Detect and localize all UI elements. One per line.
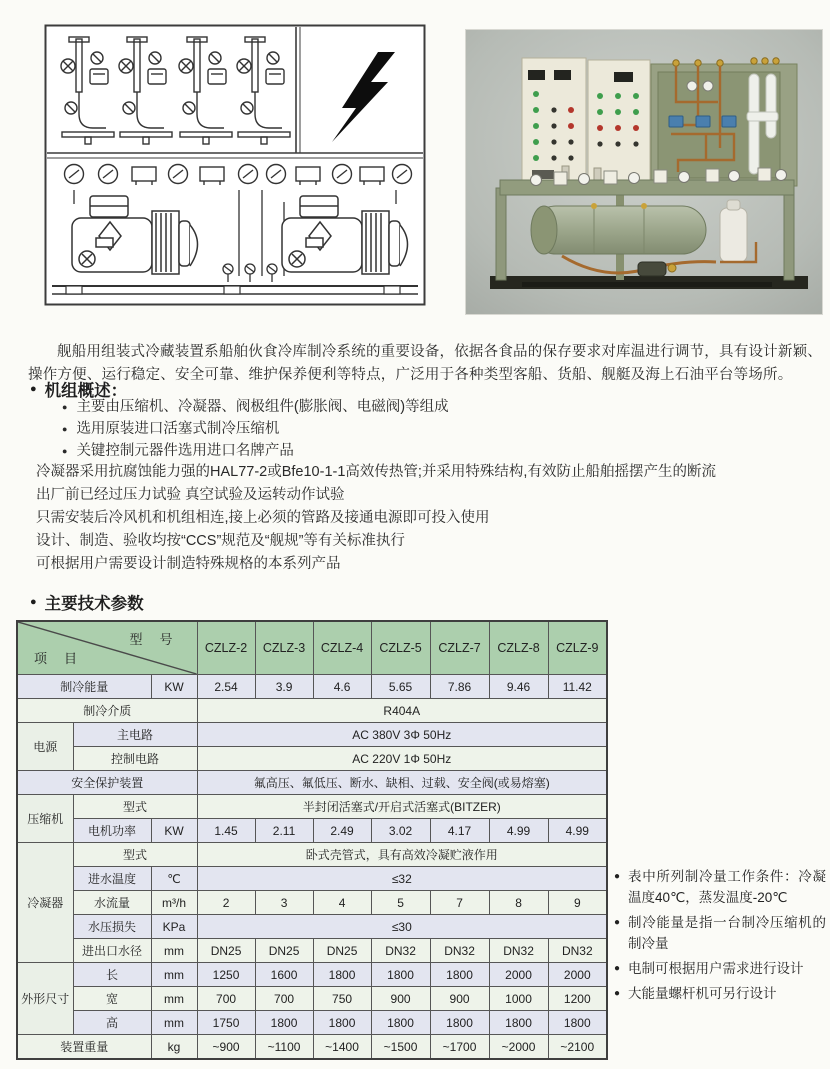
cell-value: 1800 <box>430 963 489 987</box>
note-text: 电制可根据用户需求进行设计 <box>628 961 804 976</box>
row-unit: KW <box>151 819 197 843</box>
cell-value: DN32 <box>430 939 489 963</box>
params-title: 主要技术参数 <box>44 595 144 613</box>
model-column-header: CZLZ-2 <box>197 621 255 675</box>
cell-value: ~1400 <box>313 1035 371 1060</box>
cell-value: 1.45 <box>197 819 255 843</box>
intro-paragraph: 舰船用组装式冷藏装置系船舶伙食冷库制冷系统的重要设备，依据各食品的保存要求对库温进行调节，具有设计新颖、操作方便、运行稳定、安全可靠、维护保养便利等特点，广泛用于各种类型客船、货船、舰艇及海上石油平台等场所。 <box>28 343 822 383</box>
condenser-cylinder <box>531 203 706 254</box>
cell-value: 2 <box>197 891 255 915</box>
row-label: 进出口水径 <box>73 939 151 963</box>
cell-value: 4 <box>313 891 371 915</box>
overview-bullet-list <box>62 396 802 462</box>
table-row <box>17 867 607 891</box>
row-label: 装置重量 <box>17 1035 151 1060</box>
bullet-icon: ● <box>614 988 621 999</box>
cell-value: 4.6 <box>313 675 371 699</box>
table-row <box>17 771 607 795</box>
table-row <box>17 675 607 699</box>
list-item <box>62 418 802 440</box>
paragraph-line: 出厂前已经过压力试验 真空试验及运转动作试验 <box>36 487 345 503</box>
cell-value: 1800 <box>430 1011 489 1035</box>
cell-value: DN25 <box>313 939 371 963</box>
table-row <box>17 795 607 819</box>
cell-value: DN32 <box>489 939 548 963</box>
cell-value: 2.11 <box>255 819 313 843</box>
table-row <box>17 963 607 987</box>
paragraph-line: 可根据用户需要设计制造特殊规格的本系列产品 <box>36 556 341 572</box>
row-label: 长 <box>73 963 151 987</box>
table-row <box>17 747 607 771</box>
cell-value: ~2000 <box>489 1035 548 1060</box>
row-label: 主电路 <box>73 723 197 747</box>
cell-value: 1800 <box>313 1011 371 1035</box>
note-item <box>614 866 826 908</box>
row-label: 型式 <box>73 843 197 867</box>
cell-value: 700 <box>197 987 255 1011</box>
row-unit: mm <box>151 987 197 1011</box>
cell-value: ≤30 <box>197 915 607 939</box>
table-row <box>17 939 607 963</box>
corner-model-label: 型 号 <box>129 632 175 647</box>
table-row <box>17 843 607 867</box>
cell-value: ≤32 <box>197 867 607 891</box>
bullet-icon: ● <box>62 402 68 412</box>
note-text: 大能量螺杆机可另行设计 <box>628 986 777 1001</box>
cell-value: 1800 <box>548 1011 607 1035</box>
cell-value: 3.9 <box>255 675 313 699</box>
row-label: 制冷能量 <box>17 675 151 699</box>
note-text: 表中所列制冷量工作条件：冷凝温度40℃，蒸发温度-20℃ <box>628 869 826 905</box>
cell-value: 1800 <box>371 963 430 987</box>
row-label: 制冷介质 <box>17 699 197 723</box>
cell-value: 1800 <box>371 1011 430 1035</box>
group-label: 外形尺寸 <box>17 963 73 1035</box>
row-label: 型式 <box>73 795 197 819</box>
unit-line-drawing-figure <box>44 24 426 306</box>
list-item-text: 关键控制元器件选用进口名牌产品 <box>76 443 294 459</box>
cell-value: 3.02 <box>371 819 430 843</box>
cell-value: 9.46 <box>489 675 548 699</box>
cell-value: 3 <box>255 891 313 915</box>
bullet-icon: ● <box>62 446 68 456</box>
cell-value: 1800 <box>255 1011 313 1035</box>
list-item <box>62 396 802 418</box>
cell-value: 4.99 <box>489 819 548 843</box>
row-unit: KPa <box>151 915 197 939</box>
cell-value: 氟高压、氟低压、断水、缺相、过载、安全阀(或易熔塞) <box>197 771 607 795</box>
overview-title: 机组概述： <box>44 382 128 400</box>
cell-value: 8 <box>489 891 548 915</box>
bullet-icon: ● <box>614 917 621 928</box>
corner-item-label: 项 目 <box>34 651 80 666</box>
row-unit: KW <box>151 675 197 699</box>
cell-value: 7.86 <box>430 675 489 699</box>
row-label: 水压损失 <box>73 915 151 939</box>
table-header-row <box>17 621 607 675</box>
cell-value: ~1700 <box>430 1035 489 1060</box>
table-row <box>17 819 607 843</box>
cell-value: AC 220V 1Φ 50Hz <box>197 747 607 771</box>
unit-photo-figure <box>466 30 822 314</box>
row-unit: kg <box>151 1035 197 1060</box>
cell-value: 9 <box>548 891 607 915</box>
bullet-icon: ● <box>30 595 37 608</box>
row-unit: mm <box>151 1011 197 1035</box>
cell-value: 2000 <box>548 963 607 987</box>
list-item <box>62 440 802 462</box>
row-label: 进水温度 <box>73 867 151 891</box>
cell-value: ~1100 <box>255 1035 313 1060</box>
cell-value: DN32 <box>371 939 430 963</box>
table-row <box>17 1035 607 1060</box>
table-row <box>17 987 607 1011</box>
control-panel-left <box>522 58 586 188</box>
note-item <box>614 912 826 954</box>
valve-station-wall <box>651 58 797 186</box>
list-item-text: 选用原装进口活塞式制冷压缩机 <box>76 421 280 437</box>
cell-value: 4.17 <box>430 819 489 843</box>
cell-value: 1000 <box>489 987 548 1011</box>
row-label: 宽 <box>73 987 151 1011</box>
cell-value: 2.49 <box>313 819 371 843</box>
note-item <box>614 958 826 979</box>
cell-value: 750 <box>313 987 371 1011</box>
row-label: 水流量 <box>73 891 151 915</box>
model-column-header: CZLZ-8 <box>489 621 548 675</box>
cell-value: 1800 <box>313 963 371 987</box>
bullet-icon: ● <box>614 963 621 974</box>
cell-value: ~900 <box>197 1035 255 1060</box>
cell-value: 2000 <box>489 963 548 987</box>
cell-value: 卧式壳管式，具有高效冷凝贮液作用 <box>197 843 607 867</box>
row-label: 安全保护装置 <box>17 771 197 795</box>
cell-value: 2.54 <box>197 675 255 699</box>
cell-value: DN25 <box>197 939 255 963</box>
cell-value: R404A <box>197 699 607 723</box>
spec-table <box>16 620 608 1060</box>
paragraph-line: 设计、制造、验收均按“CCS”规范及“舰规”等有关标准执行 <box>36 533 405 549</box>
cell-value: 1250 <box>197 963 255 987</box>
diagonal-corner-cell <box>17 621 197 675</box>
params-heading <box>30 590 144 614</box>
cell-value: 5.65 <box>371 675 430 699</box>
overview-paragraphs <box>36 461 816 576</box>
table-row <box>17 1011 607 1035</box>
model-column-header: CZLZ-4 <box>313 621 371 675</box>
model-column-header: CZLZ-5 <box>371 621 430 675</box>
row-unit: mm <box>151 963 197 987</box>
cell-value: 5 <box>371 891 430 915</box>
cell-value: 900 <box>430 987 489 1011</box>
control-panel-right <box>588 60 650 186</box>
group-label: 电源 <box>17 723 73 771</box>
group-label: 压缩机 <box>17 795 73 843</box>
solenoid-valves <box>669 116 736 127</box>
list-item-text: 主要由压缩机、冷凝器、阀极组件(膨胀阀、电磁阀)等组成 <box>76 399 449 415</box>
paragraph-line: 冷凝器采用抗腐蚀能力强的HAL77-2或Bfe10-1-1高效传热管;并采用特殊结构,有效防止船舶摇摆产生的断流 <box>36 464 716 480</box>
bullet-icon: ● <box>62 424 68 434</box>
row-unit: m³/h <box>151 891 197 915</box>
row-label: 高 <box>73 1011 151 1035</box>
cell-value: 半封闭活塞式/开启式活塞式(BITZER) <box>197 795 607 819</box>
model-column-header: CZLZ-3 <box>255 621 313 675</box>
cell-value: 700 <box>255 987 313 1011</box>
cell-value: ~1500 <box>371 1035 430 1060</box>
cell-value: 7 <box>430 891 489 915</box>
cell-value: DN32 <box>548 939 607 963</box>
spec-table-wrap <box>16 620 608 1060</box>
cell-value: ~2100 <box>548 1035 607 1060</box>
cell-value: 4.99 <box>548 819 607 843</box>
note-text: 制冷能量是指一台制冷压缩机的制冷量 <box>628 915 826 951</box>
cell-value: DN25 <box>255 939 313 963</box>
cell-value: 1750 <box>197 1011 255 1035</box>
cell-value: 1200 <box>548 987 607 1011</box>
table-row <box>17 699 607 723</box>
group-label: 冷凝器 <box>17 843 73 963</box>
row-unit: mm <box>151 939 197 963</box>
side-notes <box>614 866 826 1008</box>
cell-value: AC 380V 3Φ 50Hz <box>197 723 607 747</box>
bullet-icon: ● <box>30 382 37 395</box>
cell-value: 11.42 <box>548 675 607 699</box>
row-unit: ℃ <box>151 867 197 891</box>
cell-value: 1800 <box>489 1011 548 1035</box>
model-column-header: CZLZ-7 <box>430 621 489 675</box>
bullet-icon: ● <box>614 871 621 882</box>
paragraph-line: 只需安装后冷风机和机组相连,接上必须的管路及接通电源即可投入使用 <box>36 510 490 526</box>
row-label: 电机功率 <box>73 819 151 843</box>
filter-drier-canister <box>720 200 747 262</box>
cell-value: 1600 <box>255 963 313 987</box>
model-column-header: CZLZ-9 <box>548 621 607 675</box>
table-row <box>17 915 607 939</box>
note-item <box>614 983 826 1004</box>
cell-value: 900 <box>371 987 430 1011</box>
table-row <box>17 723 607 747</box>
table-row <box>17 891 607 915</box>
row-label: 控制电路 <box>73 747 197 771</box>
